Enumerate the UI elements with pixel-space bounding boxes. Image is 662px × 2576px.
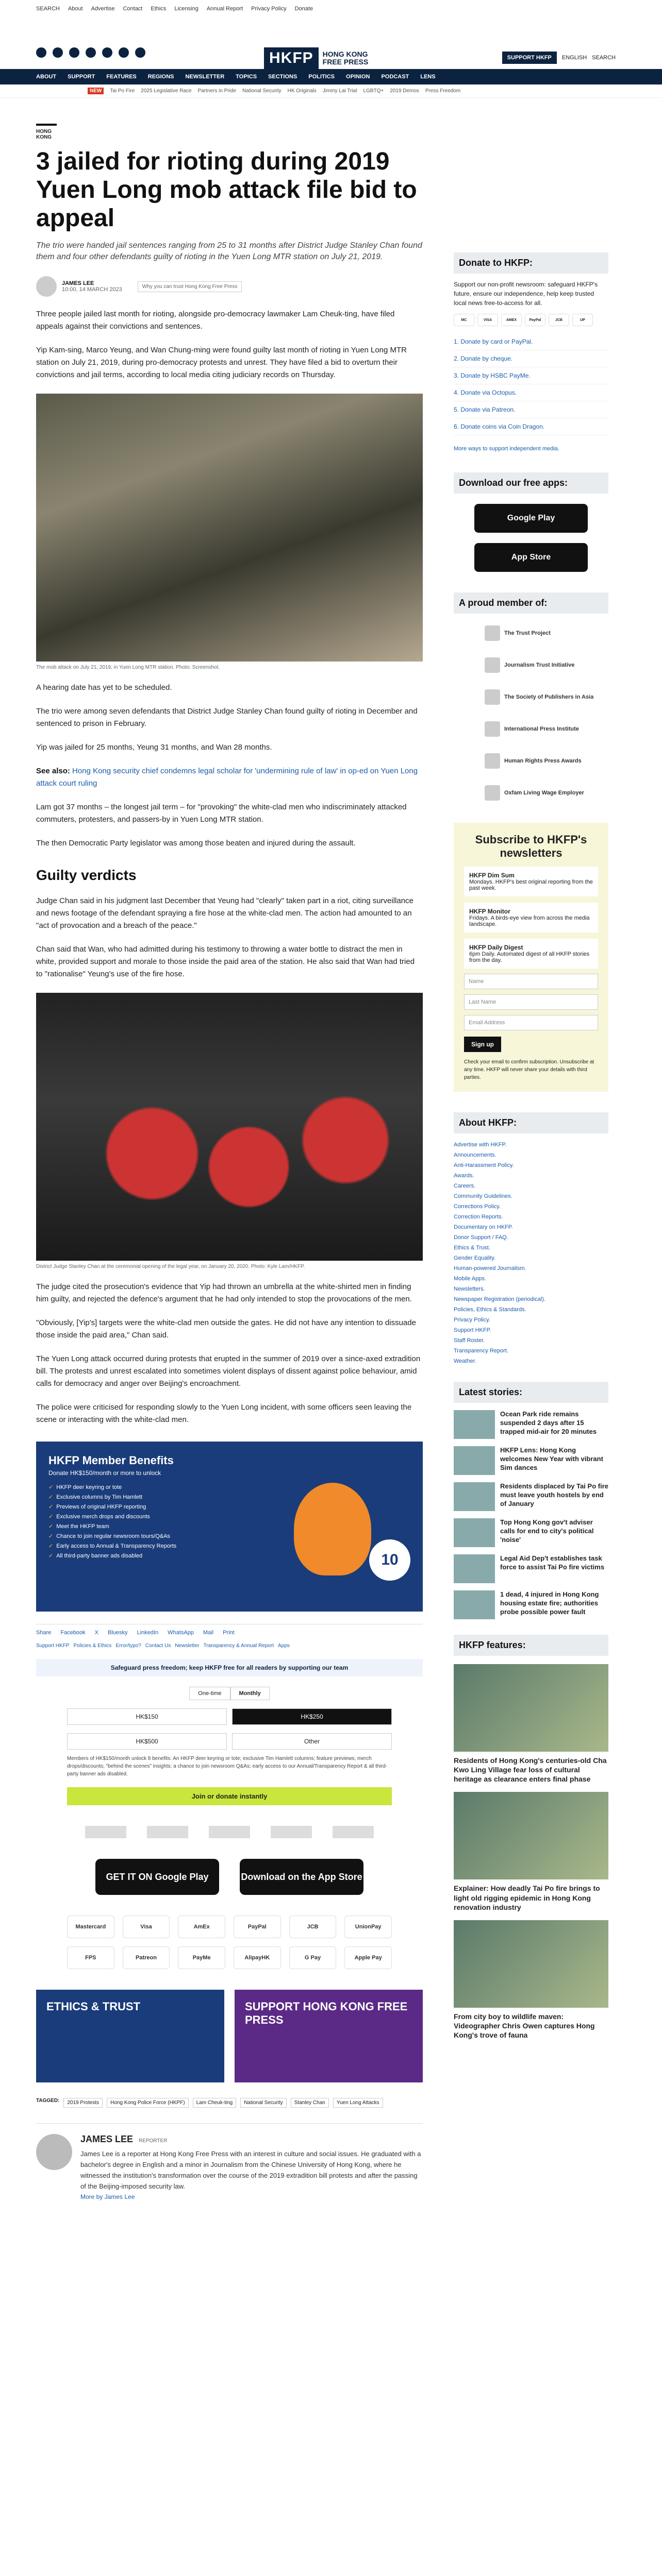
card-logo: UP (572, 314, 593, 326)
about-widget (454, 1112, 608, 1366)
about-link[interactable]: Correction Reports. (454, 1213, 503, 1220)
nav-item[interactable]: ABOUT (36, 74, 57, 80)
share-link[interactable]: Facebook (60, 1630, 86, 1636)
partner-logos (36, 1826, 423, 1838)
payment-logo[interactable]: Patreon (123, 1946, 170, 1969)
share-link[interactable]: Share (36, 1630, 52, 1636)
author-box (36, 2123, 423, 2201)
more-ways-link[interactable]: More ways to support independent media. (454, 446, 559, 452)
about-link[interactable]: Donor Support / FAQ. (454, 1234, 508, 1241)
language-switch[interactable]: ENGLISH (561, 55, 587, 61)
member-org[interactable]: Human Rights Press Awards (485, 752, 608, 770)
byline-author[interactable]: JAMES LEE (62, 280, 94, 287)
donate-options (454, 333, 608, 435)
x-icon[interactable] (53, 47, 63, 58)
newsletter-name: HKFP Monitor (469, 907, 510, 915)
about-link[interactable]: Gender Equality. (454, 1255, 496, 1261)
paragraph: Yip Kam-sing, Marco Yeung, and Wan Chung-ming were found guilty last month of rioting in Yuen Long MTR station on July 21, 2019, during pro-democracy protests and unrest. They have filed a bid to overturn their convictions and jail terms, according to local media citing judiciary records on Thursday. (36, 346, 407, 380)
widget-title: Latest stories: (454, 1382, 608, 1403)
topbar-item[interactable]: Advertise (91, 6, 115, 12)
payment-logo[interactable]: AmEx (178, 1916, 225, 1938)
trending-bar (0, 84, 662, 98)
benefit-item: ✓ Chance to join regular newsroom tours/Q&As (48, 1533, 410, 1539)
trending-link[interactable]: 2019 Demos (390, 88, 419, 94)
widget-title: About HKFP: (454, 1112, 608, 1133)
signup-button[interactable]: Sign up (464, 1037, 501, 1052)
byline-date: 10:00, 14 MARCH 2023 (62, 286, 122, 293)
paragraph: The then Democratic Party legislator was among those beaten and injured during the assault. (36, 839, 356, 848)
features-widget (454, 1635, 608, 2040)
paragraph: Yip was jailed for 25 months, Yeung 31 months, and Wan 28 months. (36, 743, 272, 752)
author-name[interactable]: JAMES LEE (80, 2134, 134, 2145)
name-field[interactable]: Name (464, 974, 598, 989)
feature-title: Residents of Hong Kong's centuries-old Cha Kwo Ling Village fear loss of cultural heritage as clearance enters final phase (454, 1756, 607, 1784)
payment-logo[interactable]: PayPal (234, 1916, 281, 1938)
topbar-item[interactable]: Contact (123, 6, 143, 12)
article-photo-judges (36, 993, 423, 1261)
author-photo (36, 2134, 72, 2170)
topbar-item[interactable]: Annual Report (206, 6, 243, 12)
member-org[interactable]: Oxfam Living Wage Employer (485, 784, 608, 802)
about-link[interactable]: Careers. (454, 1182, 476, 1189)
about-link[interactable]: Awards. (454, 1172, 474, 1179)
benefit-item: ✓ Early access to Annual & Transparency Reports (48, 1543, 410, 1549)
card-logo: MC (454, 314, 474, 326)
topbar-item[interactable]: Ethics (151, 6, 167, 12)
donate-option[interactable]: 2. Donate by cheque. (454, 350, 608, 367)
logo-line1: HONG KONG (322, 49, 368, 58)
story-title: 1 dead, 4 injured in Hong Kong housing estate fire; authorities probe possible power fault (500, 1590, 599, 1616)
amount-options (36, 1733, 423, 1750)
monthly-tab[interactable]: Monthly (230, 1687, 270, 1700)
topbar-item[interactable]: Licensing (174, 6, 198, 12)
amount-options (36, 1708, 423, 1725)
amount-option[interactable]: HK$150 (67, 1708, 227, 1725)
story-thumbnail (454, 1590, 495, 1619)
about-link[interactable]: Privacy Policy. (454, 1316, 490, 1323)
benefit-item: ✓ Exclusive columns by Tim Hamlett (48, 1494, 410, 1500)
article-photo-mob-attack (36, 394, 423, 662)
story-title: Legal Aid Dep't establishes task force to assist Tai Po fire victims (500, 1554, 605, 1571)
payment-logo[interactable]: FPS (67, 1946, 114, 1969)
subheading: Guilty verdicts (36, 867, 137, 884)
payment-logo[interactable]: G Pay (289, 1946, 337, 1969)
member-orgs (454, 624, 608, 802)
donate-option[interactable]: 3. Donate by HSBC PayMe. (454, 367, 608, 384)
newsletter-option[interactable] (464, 939, 598, 969)
oxfam-logo (333, 1826, 374, 1838)
share-link[interactable]: Print (223, 1630, 235, 1636)
membership-widget (454, 592, 608, 802)
whatsapp-icon[interactable] (119, 47, 129, 58)
feature-story[interactable] (454, 1664, 608, 1784)
latest-widget (454, 1382, 608, 1619)
article-body (36, 308, 423, 1426)
story-thumbnail (454, 1554, 495, 1583)
nav-item[interactable]: SECTIONS (268, 74, 297, 80)
paragraph: The judge cited the prosecution's evidence that Yip had thrown an umbrella at the white-shirted men in finding him guilty, and rejected the defence's argument that he had only intended to stop the provocations of the men. (36, 1282, 412, 1304)
tag[interactable]: Lam Cheuk-ting (193, 2098, 237, 2108)
trending-link[interactable]: Jimmy Lai Trial (322, 88, 357, 94)
share-link[interactable]: Mail (203, 1630, 214, 1636)
share-link[interactable]: WhatsApp (168, 1630, 194, 1636)
about-link[interactable]: Community Guidelines. (454, 1193, 512, 1199)
story-thumbnail (454, 1482, 495, 1511)
trending-link[interactable]: 2025 Legislative Race (141, 88, 192, 94)
payment-logo[interactable]: UnionPay (344, 1916, 392, 1938)
footer-link[interactable]: Transparency & Annual Report (203, 1643, 274, 1649)
tag[interactable]: Yuen Long Attacks (333, 2098, 383, 2108)
tag[interactable]: 2019 Protests (63, 2098, 103, 2108)
main-nav (0, 69, 662, 84)
photo-caption: District Judge Stanley Chan at the ceremonial opening of the legal year, on January 20, 2020. Photo: Kyle Lam/HKFP. (36, 1264, 305, 1270)
trending-link[interactable]: Press Freedom (425, 88, 461, 94)
donate-widget (454, 252, 608, 452)
newsletter-note: Check your email to confirm subscription. Unsubscribe at any time. HKFP will never share your details with third parties. (464, 1059, 594, 1080)
widget-title: Donate to HKFP: (454, 252, 608, 274)
deer-mascot-illustration (294, 1483, 371, 1575)
feature-image (454, 1920, 608, 2008)
topbar-item[interactable]: Donate (294, 6, 313, 12)
about-link[interactable]: Advertise with HKFP. (454, 1141, 507, 1148)
benefit-item: ✓ Exclusive merch drops and discounts (48, 1513, 410, 1520)
article-footer-links (36, 1643, 423, 1649)
nav-item[interactable]: REGIONS (147, 74, 174, 80)
card-logos (454, 314, 608, 326)
benefit-item: ✓ All third-party banner ads disabled (48, 1552, 410, 1559)
google-play-button[interactable]: Google Play (474, 504, 588, 533)
safeguard-banner[interactable]: Safeguard press freedom; keep HKFP free for all readers by supporting our team (36, 1659, 423, 1676)
widget-title: Download our free apps: (454, 472, 608, 494)
newsletter-title: Subscribe to HKFP's newsletters (475, 833, 587, 860)
story-title: Ocean Park ride remains suspended 2 days after 15 trapped mid-air for 20 minutes (500, 1410, 597, 1435)
latest-story[interactable] (454, 1518, 608, 1547)
see-also-link[interactable]: Hong Kong security chief condemns legal scholar for 'undermining rule of law' in op-ed on Yuen Long attack court ruling (36, 767, 418, 788)
logo-line2: FREE PRESS (322, 58, 369, 66)
about-link[interactable]: Mobile Apps. (454, 1275, 486, 1282)
facebook-icon[interactable] (36, 47, 46, 58)
footer-link[interactable]: Support HKFP (36, 1643, 70, 1649)
youtube-icon[interactable] (86, 47, 96, 58)
jti-logo (147, 1826, 188, 1838)
app-store-button[interactable]: App Store (474, 543, 588, 572)
tag[interactable]: National Security (240, 2098, 287, 2108)
brand-header (0, 18, 662, 69)
promo-title: HKFP Member Benefits (48, 1454, 174, 1467)
newsletter-option[interactable] (464, 903, 598, 933)
more-by-author-link[interactable]: More by James Lee (80, 2193, 135, 2200)
payment-methods (36, 1916, 423, 1969)
footer-link[interactable]: Apps (277, 1643, 290, 1649)
card-logo: PayPal (525, 314, 545, 326)
paragraph: "Obviously, [Yip's] targets were the white-clad men outside the gates. He did not have any intention to dissuade those inside the paid area," Chan said. (36, 1318, 416, 1340)
share-link[interactable]: LinkedIn (137, 1630, 159, 1636)
feature-image (454, 1792, 608, 1879)
threads-icon[interactable] (135, 47, 145, 58)
nav-item[interactable]: SUPPORT (68, 74, 95, 80)
google-play-button[interactable]: GET IT ON Google Play (95, 1859, 219, 1895)
site-logo[interactable] (264, 47, 368, 69)
new-badge: NEW (88, 88, 104, 94)
feature-image (454, 1664, 608, 1752)
about-link[interactable]: Support HKFP. (454, 1327, 491, 1333)
latest-story[interactable] (454, 1590, 608, 1619)
topbar-item[interactable]: About (68, 6, 83, 12)
story-title: Top Hong Kong gov't adviser calls for end to city's political 'noise' (500, 1518, 594, 1544)
footer-link[interactable]: Contact Us (145, 1643, 171, 1649)
trust-link[interactable]: Why you can trust Hong Kong Free Press (138, 281, 242, 292)
about-link[interactable]: Transparency Report. (454, 1347, 508, 1354)
trending-link[interactable]: LGBTQ+ (363, 88, 384, 94)
donate-option[interactable]: 5. Donate via Patreon. (454, 401, 608, 418)
paragraph: Three people jailed last month for rioting, alongside pro-democracy lawmaker Lam Cheuk-ting, have filed appeals against their convictions and sentences. (36, 310, 395, 331)
app-store-button[interactable]: Download on the App Store (240, 1859, 363, 1895)
topbar-item[interactable]: SEARCH (36, 6, 60, 12)
tag[interactable]: Hong Kong Police Force (HKPF) (107, 2098, 189, 2108)
paragraph: A hearing date has yet to be scheduled. (36, 683, 172, 692)
trending-link[interactable]: Tai Po Fire (110, 88, 135, 94)
header-search[interactable]: SEARCH (592, 55, 616, 61)
latest-story[interactable] (454, 1482, 608, 1511)
topbar-item[interactable]: Privacy Policy (251, 6, 287, 12)
story-thumbnail (454, 1410, 495, 1439)
trust-project-logo (85, 1826, 126, 1838)
feature-story[interactable] (454, 1920, 608, 2040)
story-thumbnail (454, 1518, 495, 1547)
one-time-tab[interactable]: One-time (189, 1687, 230, 1700)
payment-logo[interactable]: Mastercard (67, 1916, 114, 1938)
paragraph: Judge Chan said in his judgment last December that Yeung had "clearly" taken part in a riot, citing surveillance and news footage of the defendant spraying a fire hose at the white-clad men. The action had amounted to an "act of provocation and a breach of the peace." (36, 896, 413, 930)
widget-title: A proud member of: (454, 592, 608, 614)
donate-option[interactable]: 6. Donate coins via Coin Dragon. (454, 418, 608, 435)
story-thumbnail (454, 1446, 495, 1475)
newsletter-option[interactable] (464, 867, 598, 896)
section-label[interactable]: HONG KONG (36, 124, 57, 140)
about-link[interactable]: Corrections Policy. (454, 1203, 501, 1210)
paragraph: Lam got 37 months – the longest jail term – for "provoking" the white-clad men who indiscriminately attacked commuters, protesters, and passers-by in Yuen Long MTR station. (36, 803, 407, 824)
payment-logo[interactable]: AlipayHK (234, 1946, 281, 1969)
amount-option[interactable]: HK$250 (232, 1708, 392, 1725)
see-also-label: See also: (36, 767, 70, 776)
feature-story[interactable] (454, 1792, 608, 1912)
benefit-item: ✓ HKFP deer keyring or tote (48, 1484, 410, 1490)
member-org[interactable]: The Trust Project (485, 624, 608, 642)
donate-option[interactable]: 1. Donate by card or PayPal. (454, 333, 608, 350)
social-links (36, 47, 145, 58)
paragraph: The police were criticised for responding slowly to the Yuen Long incident, with some officers seen leaving the scene or interacting with the white-clad men. (36, 1403, 412, 1425)
ipi-logo (271, 1826, 312, 1838)
nav-item[interactable]: PODCAST (381, 74, 409, 80)
feature-title: Explainer: How deadly Tai Po fire brings to light old rigging epidemic in Hong Kong renovation industry (454, 1884, 600, 1911)
latest-story[interactable] (454, 1410, 608, 1439)
about-link[interactable]: Anti-Harassment Policy. (454, 1162, 514, 1168)
donate-intro: Support our non-profit newsroom: safeguard HKFP's future, ensure our independence, help keep trusted local news free-to-access for all. (454, 281, 598, 307)
about-link[interactable]: Announcements. (454, 1151, 496, 1158)
nav-item[interactable]: TOPICS (236, 74, 257, 80)
ethics-banner[interactable]: ETHICS & TRUST (36, 1990, 224, 2082)
promo-subtitle: Donate HK$150/month or more to unlock (48, 1469, 161, 1477)
about-link[interactable]: Human-powered Journalism. (454, 1265, 526, 1272)
card-logo: VISA (477, 314, 498, 326)
newsletter-name: HKFP Dim Sum (469, 871, 515, 879)
support-banner[interactable]: SUPPORT HONG KONG FREE PRESS (235, 1990, 423, 2082)
trending-link[interactable]: National Security (242, 88, 282, 94)
sidebar (454, 98, 608, 2201)
nav-item[interactable]: NEWSLETTER (185, 74, 225, 80)
tag[interactable]: Stanley Chan (291, 2098, 329, 2108)
widget-title: HKFP features: (454, 1635, 608, 1656)
email-field[interactable]: Email Address (464, 1015, 598, 1030)
member-org[interactable]: International Press Institute (485, 720, 608, 738)
utility-bar (0, 0, 662, 18)
about-link[interactable]: Staff Roster. (454, 1337, 485, 1344)
amount-option[interactable]: HK$500 (67, 1733, 227, 1750)
nav-item[interactable]: FEATURES (106, 74, 137, 80)
trending-link[interactable]: Partners in Pride (197, 88, 237, 94)
article-lede: The trio were handed jail sentences ranging from 25 to 31 months after District Judge Stanley Chan found them and four other defendants guilty of rioting in the Yuen Long MTR station on July 21, 2019. (36, 241, 422, 261)
card-logo: JCB (549, 314, 569, 326)
about-list (454, 1140, 608, 1366)
apps-widget (454, 472, 608, 572)
telegram-icon[interactable] (102, 47, 112, 58)
author-role: REPORTER (139, 2138, 168, 2144)
member-benefits-note: Members of HK$150/month unlock 8 benefits: An HKFP deer keyring or tote; exclusive Tim Hamlett columns; feature previews; merch drops/discounts; "behind the scenes" insights; a chance to join newsroom Q&As; early access to our Annual/Transparency Report & all third-party banner ads disabled. (67, 1756, 387, 1777)
payment-logo[interactable]: JCB (289, 1916, 337, 1938)
card-logo: AMEX (501, 314, 522, 326)
author-bio: James Lee is a reporter at Hong Kong Free Press with an interest in culture and social issues. He graduated with a bachelor's degree in English and a minor in Journalism from the Chinese University of Hong Kong, where he witnessed the institution's transformation over the course of the 2019 extradition bill protests and after the passing of the Beijing-imposed security law. (80, 2150, 421, 2190)
member-org[interactable]: Journalism Trust Initiative (485, 656, 608, 674)
share-bar (36, 1624, 423, 1636)
header-tools (502, 52, 616, 64)
article-main (36, 98, 423, 2201)
benefit-item: ✓ Meet the HKFP team (48, 1523, 410, 1530)
article-title: 3 jailed for rioting during 2019 Yuen Long mob attack file bid to appeal (36, 148, 417, 232)
footer-link[interactable]: Error/typo? (115, 1643, 141, 1649)
about-link[interactable]: Weather. (454, 1358, 476, 1364)
share-link[interactable]: X (94, 1630, 99, 1636)
nav-item[interactable]: LENS (420, 74, 436, 80)
member-org[interactable]: The Society of Publishers in Asia (485, 688, 608, 706)
paragraph: The Yuen Long attack occurred during protests that erupted in the summer of 2019 over a since-axed extradition bill. The protests and unrest escalated into sometimes violent displays of dissent against police behaviour, amid calls for democracy and anger over Beijing's encroachment. (36, 1354, 421, 1388)
promo-banners (36, 1990, 423, 2082)
share-link[interactable]: Bluesky (108, 1630, 128, 1636)
see-also (36, 765, 423, 790)
logo-mark: HKFP (264, 47, 319, 69)
footer-link[interactable]: Newsletter (175, 1643, 200, 1649)
benefit-item: ✓ Previews of original HKFP reporting (48, 1503, 410, 1510)
about-link[interactable]: Newspaper Registration (periodical). (454, 1296, 545, 1302)
nav-item[interactable]: POLITICS (308, 74, 335, 80)
instagram-icon[interactable] (69, 47, 79, 58)
tags-label: TAGGED: (36, 2098, 60, 2104)
anniversary-badge: 10 (369, 1539, 410, 1581)
article-tags (36, 2098, 423, 2108)
author-avatar (36, 276, 57, 297)
trending-link[interactable]: HK Originals (287, 88, 317, 94)
newsletter-desc: Fridays. A birds-eye view from across the media landscape. (469, 914, 590, 927)
amount-option[interactable]: Other (232, 1733, 392, 1750)
story-title: Residents displaced by Tai Po fire must leave youth hostels by end of January (500, 1482, 608, 1507)
about-link[interactable]: Ethics & Trust. (454, 1244, 490, 1251)
sopa-logo (209, 1826, 250, 1838)
donate-button[interactable]: Join or donate instantly (67, 1787, 392, 1805)
story-title: HKFP Lens: Hong Kong welcomes New Year with vibrant Sim dances (500, 1446, 603, 1471)
nav-item[interactable]: OPINION (346, 74, 370, 80)
byline (36, 276, 423, 297)
last-name-field[interactable]: Last Name (464, 994, 598, 1010)
payment-logo[interactable]: Visa (123, 1916, 170, 1938)
footer-link[interactable]: Policies & Ethics (73, 1643, 112, 1649)
about-link[interactable]: Policies, Ethics & Standards. (454, 1306, 526, 1313)
latest-story[interactable] (454, 1446, 608, 1475)
about-link[interactable]: Documentary on HKFP. (454, 1224, 513, 1230)
about-link[interactable]: Newsletters. (454, 1285, 485, 1292)
paragraph: The trio were among seven defendants that District Judge Stanley Chan found guilty of rioting in December and sentenced to prison in February. (36, 707, 418, 728)
paragraph: Chan said that Wan, who had admitted during his testimony to throwing a water bottle to distract the men in white, provided support and morale to those inside the paid area of the station. He also said that Wan had tried to "rationalise" Yeung's use of the fire hose. (36, 945, 415, 979)
payment-logo[interactable]: Apple Pay (344, 1946, 392, 1969)
latest-story[interactable] (454, 1554, 608, 1583)
support-button[interactable]: SUPPORT HKFP (502, 52, 557, 64)
newsletter-widget (454, 823, 608, 1092)
feature-title: From city boy to wildlife maven: Videographer Chris Owen captures Hong Kong's trove of fauna (454, 2012, 595, 2040)
app-store-links (36, 1859, 423, 1895)
member-benefits-promo[interactable] (36, 1442, 423, 1612)
frequency-toggle (36, 1687, 423, 1700)
newsletter-desc: 6pm Daily. Automated digest of all HKFP stories from the day. (469, 951, 590, 963)
photo-caption: The mob attack on July 21, 2019, in Yuen Long MTR station. Photo: Screenshot. (36, 665, 220, 671)
payment-logo[interactable]: PayMe (178, 1946, 225, 1969)
newsletter-name: HKFP Daily Digest (469, 943, 523, 951)
newsletter-desc: Mondays. HKFP's best original reporting from the past week. (469, 878, 593, 891)
donate-option[interactable]: 4. Donate via Octopus. (454, 384, 608, 401)
